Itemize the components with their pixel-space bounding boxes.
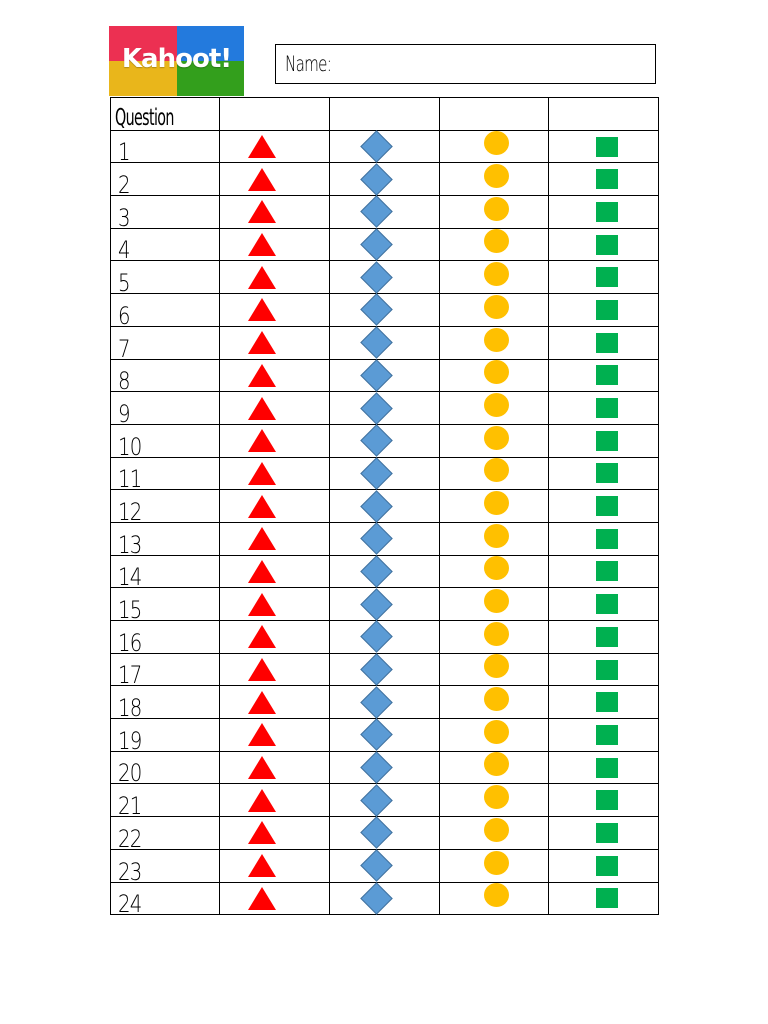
square-icon — [596, 463, 618, 483]
table-row — [111, 817, 659, 850]
circle-icon — [484, 491, 509, 515]
question-number: 12 — [118, 497, 142, 526]
question-number: 11 — [118, 465, 142, 494]
triangle-icon — [248, 560, 276, 583]
square-icon — [596, 137, 618, 157]
question-number-cell — [111, 719, 220, 755]
diamond-icon — [360, 882, 393, 915]
answer-cell-green-square[interactable] — [549, 686, 659, 719]
answer-cell-blue-diamond[interactable] — [329, 817, 439, 850]
answer-cell-red-triangle[interactable] — [220, 882, 330, 915]
question-number: 1 — [118, 138, 130, 167]
answer-cell-yellow-circle[interactable] — [439, 326, 549, 359]
answer-cell-green-square[interactable] — [549, 719, 659, 752]
circle-icon — [484, 360, 509, 384]
triangle-icon — [248, 233, 276, 256]
diamond-icon — [360, 686, 393, 719]
question-number-cell — [111, 424, 220, 461]
answer-cell-blue-diamond[interactable] — [329, 163, 439, 196]
question-header-cell — [111, 98, 220, 131]
answer-cell-blue-diamond[interactable] — [329, 228, 439, 261]
answer-cell-blue-diamond[interactable] — [329, 490, 439, 523]
answer-cell-blue-diamond[interactable] — [329, 424, 439, 457]
question-number-cell — [111, 392, 220, 428]
answer-cell-green-square[interactable] — [549, 784, 659, 817]
diamond-icon — [360, 555, 393, 588]
answer-cell-green-square[interactable] — [549, 294, 659, 327]
triangle-icon — [248, 495, 276, 518]
diamond-icon — [360, 457, 393, 490]
answer-cell-blue-diamond[interactable] — [329, 588, 439, 621]
diamond-icon — [360, 588, 393, 621]
question-number: 7 — [118, 334, 130, 363]
circle-icon — [484, 720, 509, 744]
answer-cell-red-triangle[interactable] — [220, 751, 330, 784]
answer-cell-blue-diamond[interactable] — [329, 784, 439, 817]
table-row — [111, 686, 659, 719]
square-icon — [596, 398, 618, 418]
diamond-icon — [360, 294, 393, 327]
answer-cell-blue-diamond[interactable] — [329, 326, 439, 359]
answer-cell-green-square[interactable] — [549, 424, 659, 457]
diamond-icon — [360, 653, 393, 686]
table-row — [111, 163, 659, 196]
answer-cell-yellow-circle[interactable] — [439, 882, 549, 915]
answer-cell-green-square[interactable] — [549, 392, 659, 425]
diamond-icon — [360, 849, 393, 882]
answer-cell-blue-diamond[interactable] — [329, 196, 439, 229]
diamond-icon — [360, 359, 393, 392]
square-icon — [596, 235, 618, 255]
question-number-cell — [111, 228, 220, 265]
answer-cell-yellow-circle[interactable] — [439, 457, 549, 490]
square-icon — [596, 725, 618, 745]
triangle-icon — [248, 462, 276, 485]
answer-cell-green-square[interactable] — [549, 621, 659, 654]
question-number: 19 — [118, 726, 142, 755]
question-number: 8 — [118, 367, 130, 396]
table-row — [111, 392, 659, 425]
circle-icon — [484, 131, 509, 155]
kahoot-logo-text: Kahoot! — [121, 44, 232, 74]
triangle-icon — [248, 691, 276, 714]
diamond-icon — [360, 163, 393, 196]
header-row — [111, 98, 659, 131]
answer-cell-green-square[interactable] — [549, 588, 659, 621]
answer-cell-red-triangle[interactable] — [220, 686, 330, 719]
triangle-icon — [248, 625, 276, 648]
header-cell-diamond — [329, 98, 439, 131]
question-number-cell — [111, 294, 220, 330]
answer-cell-yellow-circle[interactable] — [439, 588, 549, 621]
answer-cell-blue-diamond[interactable] — [329, 294, 439, 327]
answer-cell-green-square[interactable] — [549, 228, 659, 261]
answer-cell-red-triangle[interactable] — [220, 653, 330, 686]
answer-cell-yellow-circle[interactable] — [439, 555, 549, 588]
answer-cell-blue-diamond[interactable] — [329, 686, 439, 719]
answer-cell-red-triangle[interactable] — [220, 784, 330, 817]
table-row — [111, 784, 659, 817]
table-row — [111, 751, 659, 784]
answer-cell-red-triangle[interactable] — [220, 130, 330, 163]
answer-cell-blue-diamond[interactable] — [329, 555, 439, 588]
circle-icon — [484, 229, 509, 253]
question-number-cell — [111, 588, 220, 624]
answer-cell-yellow-circle[interactable] — [439, 130, 549, 163]
circle-icon — [484, 851, 509, 875]
answer-cell-yellow-circle[interactable] — [439, 751, 549, 784]
circle-icon — [484, 785, 509, 809]
triangle-icon — [248, 168, 276, 191]
answer-cell-blue-diamond[interactable] — [329, 621, 439, 654]
answer-cell-green-square[interactable] — [549, 261, 659, 294]
triangle-icon — [248, 135, 276, 158]
answer-cell-blue-diamond[interactable] — [329, 130, 439, 163]
question-number-cell — [111, 621, 220, 657]
answer-cell-red-triangle[interactable] — [220, 719, 330, 752]
square-icon — [596, 365, 618, 385]
circle-icon — [484, 818, 509, 842]
answer-cell-yellow-circle[interactable] — [439, 163, 549, 196]
header-cell-triangle — [220, 98, 330, 131]
question-number: 16 — [118, 628, 142, 657]
square-icon — [596, 888, 618, 908]
circle-icon — [484, 197, 509, 221]
question-number: 13 — [118, 530, 142, 559]
answer-cell-red-triangle[interactable] — [220, 621, 330, 654]
answer-cell-blue-diamond[interactable] — [329, 261, 439, 294]
answer-cell-green-square[interactable] — [549, 196, 659, 229]
name-field[interactable] — [275, 44, 656, 84]
question-number: 2 — [118, 171, 130, 200]
answer-cell-yellow-circle[interactable] — [439, 686, 549, 719]
answer-cell-green-square[interactable] — [549, 326, 659, 359]
question-number-cell — [111, 326, 220, 363]
question-number-cell — [111, 163, 220, 200]
square-icon — [596, 594, 618, 614]
answer-cell-blue-diamond[interactable] — [329, 653, 439, 686]
answer-cell-blue-diamond[interactable] — [329, 359, 439, 392]
circle-icon — [484, 654, 509, 678]
square-icon — [596, 496, 618, 516]
square-icon — [596, 627, 618, 647]
question-number-cell — [111, 261, 220, 298]
answer-cell-red-triangle[interactable] — [220, 817, 330, 850]
triangle-icon — [248, 266, 276, 289]
square-icon — [596, 660, 618, 680]
square-icon — [596, 856, 618, 876]
question-number-cell — [111, 686, 220, 723]
answer-cell-green-square[interactable] — [549, 882, 659, 915]
circle-icon — [484, 426, 509, 450]
answer-cell-yellow-circle[interactable] — [439, 719, 549, 752]
question-number: 5 — [118, 269, 130, 298]
answer-cell-green-square[interactable] — [549, 751, 659, 784]
square-icon — [596, 692, 618, 712]
answer-cell-blue-diamond[interactable] — [329, 719, 439, 752]
square-icon — [596, 529, 618, 549]
circle-icon — [484, 393, 509, 417]
answer-cell-red-triangle[interactable] — [220, 849, 330, 882]
answer-cell-yellow-circle[interactable] — [439, 261, 549, 294]
answer-cell-red-triangle[interactable] — [220, 424, 330, 457]
answer-cell-green-square[interactable] — [549, 130, 659, 163]
answer-cell-blue-diamond[interactable] — [329, 522, 439, 555]
question-number: 9 — [118, 399, 130, 428]
question-number-cell — [111, 882, 220, 919]
answer-cell-red-triangle[interactable] — [220, 163, 330, 196]
question-number-cell — [111, 784, 220, 821]
answer-cell-green-square[interactable] — [549, 817, 659, 850]
square-icon — [596, 790, 618, 810]
diamond-icon — [360, 228, 393, 261]
answer-cell-red-triangle[interactable] — [220, 555, 330, 588]
table-row — [111, 261, 659, 294]
question-number-cell — [111, 555, 220, 592]
answer-cell-red-triangle[interactable] — [220, 522, 330, 555]
square-icon — [596, 758, 618, 778]
answer-cell-red-triangle[interactable] — [220, 196, 330, 229]
square-icon — [596, 169, 618, 189]
circle-icon — [484, 883, 509, 907]
answer-cell-blue-diamond[interactable] — [329, 882, 439, 915]
triangle-icon — [248, 887, 276, 910]
square-icon — [596, 431, 618, 451]
question-header: Question — [115, 104, 174, 131]
triangle-icon — [248, 331, 276, 354]
question-number: 23 — [118, 857, 142, 886]
question-number: 18 — [118, 694, 142, 723]
table-row — [111, 882, 659, 915]
circle-icon — [484, 752, 509, 776]
diamond-icon — [360, 817, 393, 850]
table-row — [111, 849, 659, 882]
table-row — [111, 326, 659, 359]
question-number: 20 — [118, 759, 142, 788]
question-number: 6 — [118, 301, 130, 330]
triangle-icon — [248, 200, 276, 223]
question-number: 21 — [118, 792, 142, 821]
triangle-icon — [248, 789, 276, 812]
question-number-cell — [111, 130, 220, 167]
question-number-cell — [111, 817, 220, 853]
answer-cell-blue-diamond[interactable] — [329, 849, 439, 882]
circle-icon — [484, 328, 509, 352]
table-row — [111, 621, 659, 654]
answer-cell-red-triangle[interactable] — [220, 261, 330, 294]
triangle-icon — [248, 723, 276, 746]
answer-cell-green-square[interactable] — [549, 849, 659, 882]
answer-sheet-table — [110, 97, 659, 919]
answer-cell-yellow-circle[interactable] — [439, 784, 549, 817]
diamond-icon — [360, 392, 393, 425]
question-number-cell — [111, 359, 220, 396]
triangle-icon — [248, 429, 276, 452]
table-row — [111, 130, 659, 163]
answer-cell-yellow-circle[interactable] — [439, 849, 549, 882]
table-row — [111, 424, 659, 457]
answer-cell-red-triangle[interactable] — [220, 294, 330, 327]
answer-cell-green-square[interactable] — [549, 490, 659, 523]
answer-cell-yellow-circle[interactable] — [439, 490, 549, 523]
name-label: Name: — [285, 52, 332, 76]
answer-cell-red-triangle[interactable] — [220, 359, 330, 392]
circle-icon — [484, 262, 509, 286]
diamond-icon — [360, 424, 393, 457]
table-row — [111, 359, 659, 392]
question-number: 14 — [118, 563, 142, 592]
circle-icon — [484, 622, 509, 646]
diamond-icon — [360, 130, 393, 163]
triangle-icon — [248, 658, 276, 681]
question-number: 17 — [118, 661, 142, 690]
question-number: 4 — [118, 236, 130, 265]
question-number-cell — [111, 522, 220, 559]
triangle-icon — [248, 854, 276, 877]
answer-cell-yellow-circle[interactable] — [439, 424, 549, 457]
square-icon — [596, 561, 618, 581]
answer-cell-yellow-circle[interactable] — [439, 817, 549, 850]
question-number-cell — [111, 196, 220, 232]
triangle-icon — [248, 364, 276, 387]
diamond-icon — [360, 261, 393, 294]
circle-icon — [484, 164, 509, 188]
diamond-icon — [360, 719, 393, 752]
table-row — [111, 457, 659, 490]
question-number: 10 — [118, 432, 142, 461]
circle-icon — [484, 524, 509, 548]
diamond-icon — [360, 326, 393, 359]
answer-cell-yellow-circle[interactable] — [439, 653, 549, 686]
table-row — [111, 588, 659, 621]
table-row — [111, 228, 659, 261]
header-cell-square — [549, 98, 659, 131]
question-number-cell — [111, 653, 220, 690]
question-number: 3 — [118, 203, 130, 232]
diamond-icon — [360, 784, 393, 817]
triangle-icon — [248, 397, 276, 420]
triangle-icon — [248, 756, 276, 779]
answer-cell-green-square[interactable] — [549, 555, 659, 588]
answer-cell-yellow-circle[interactable] — [439, 228, 549, 261]
table-row — [111, 555, 659, 588]
answer-cell-yellow-circle[interactable] — [439, 196, 549, 229]
answer-cell-red-triangle[interactable] — [220, 228, 330, 261]
kahoot-logo — [109, 26, 244, 96]
square-icon — [596, 202, 618, 222]
answer-cell-yellow-circle[interactable] — [439, 392, 549, 425]
diamond-icon — [360, 751, 393, 784]
diamond-icon — [360, 523, 393, 556]
answer-cell-yellow-circle[interactable] — [439, 294, 549, 327]
square-icon — [596, 267, 618, 287]
answer-cell-green-square[interactable] — [549, 163, 659, 196]
circle-icon — [484, 458, 509, 482]
triangle-icon — [248, 593, 276, 616]
table-row — [111, 522, 659, 555]
question-number: 15 — [118, 596, 142, 624]
answer-cell-red-triangle[interactable] — [220, 326, 330, 359]
question-number: 24 — [118, 890, 142, 919]
triangle-icon — [248, 821, 276, 844]
triangle-icon — [248, 527, 276, 550]
square-icon — [596, 333, 618, 353]
table-row — [111, 294, 659, 327]
question-number: 22 — [118, 824, 142, 853]
answer-cell-green-square[interactable] — [549, 522, 659, 555]
answer-cell-blue-diamond[interactable] — [329, 751, 439, 784]
answer-cell-green-square[interactable] — [549, 653, 659, 686]
diamond-icon — [360, 196, 393, 229]
question-number-cell — [111, 751, 220, 788]
diamond-icon — [360, 490, 393, 523]
answer-cell-yellow-circle[interactable] — [439, 621, 549, 654]
question-number-cell — [111, 849, 220, 886]
circle-icon — [484, 295, 509, 319]
table-row — [111, 719, 659, 752]
answer-cell-red-triangle[interactable] — [220, 490, 330, 523]
question-number-cell — [111, 457, 220, 494]
square-icon — [596, 300, 618, 320]
answer-cell-blue-diamond[interactable] — [329, 392, 439, 425]
answer-cell-blue-diamond[interactable] — [329, 457, 439, 490]
circle-icon — [484, 556, 509, 580]
answer-cell-red-triangle[interactable] — [220, 588, 330, 621]
table-row — [111, 196, 659, 229]
diamond-icon — [360, 621, 393, 654]
circle-icon — [484, 687, 509, 711]
square-icon — [596, 823, 618, 843]
answer-cell-yellow-circle[interactable] — [439, 522, 549, 555]
answer-cell-green-square[interactable] — [549, 457, 659, 490]
table-row — [111, 490, 659, 523]
answer-cell-red-triangle[interactable] — [220, 392, 330, 425]
triangle-icon — [248, 298, 276, 321]
table-row — [111, 653, 659, 686]
question-number-cell — [111, 490, 220, 526]
answer-cell-red-triangle[interactable] — [220, 457, 330, 490]
header-cell-circle — [439, 98, 549, 131]
answer-cell-green-square[interactable] — [549, 359, 659, 392]
circle-icon — [484, 589, 509, 613]
answer-cell-yellow-circle[interactable] — [439, 359, 549, 392]
